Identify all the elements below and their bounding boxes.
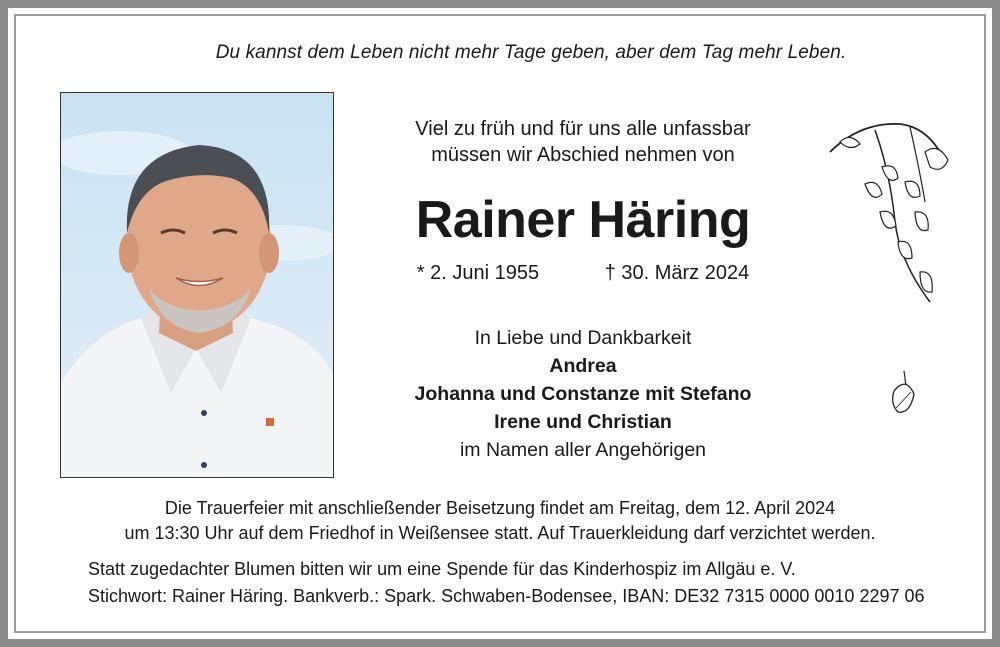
portrait-photo: [60, 92, 334, 478]
obituary-card: [8, 8, 992, 639]
donation-info: [88, 556, 968, 610]
intro-text: [358, 116, 808, 168]
intro-line-2: müssen wir Abschied nehmen von: [431, 144, 735, 166]
family-line-4: Irene und Christian: [494, 411, 672, 433]
donation-line-2: Stichwort: Rainer Häring. Bankverb.: Spark. Schwaben-Bodensee, IBAN: DE32 7315 0000 0010 2297 06: [88, 586, 925, 606]
funeral-info: [8, 496, 992, 546]
falling-leaf-icon: [884, 366, 924, 431]
family-line-1: In Liebe und Dankbarkeit: [474, 327, 692, 349]
donation-line-1: Statt zugedachter Blumen bitten wir um eine Spende für das Kinderhospiz im Allgäu e. V.: [88, 559, 796, 579]
family-line-5: im Namen aller Angehörigen: [459, 439, 707, 461]
motto: Du kannst dem Leben nicht mehr Tage geben, aber dem Tag mehr Leben.: [215, 42, 847, 63]
funeral-line-2: um 13:30 Uhr auf dem Friedhof in Weißensee statt. Auf Trauerkleidung darf verzichtet werden.: [124, 523, 876, 543]
family-signature: [358, 324, 808, 464]
family-line-2: Andrea: [549, 355, 617, 377]
birch-branch-icon: [820, 112, 960, 317]
deceased-name: Rainer Häring: [415, 191, 751, 249]
life-dates: [358, 262, 808, 285]
death-date: † 30. März 2024: [604, 262, 750, 284]
family-line-3: Johanna und Constanze mit Stefano: [414, 383, 752, 405]
birth-date: * 2. Juni 1955: [416, 262, 540, 284]
intro-line-1: Viel zu früh und für uns alle unfassbar: [415, 118, 751, 140]
funeral-line-1: Die Trauerfeier mit anschließender Beisetzung findet am Freitag, dem 12. April 2024: [164, 498, 836, 518]
